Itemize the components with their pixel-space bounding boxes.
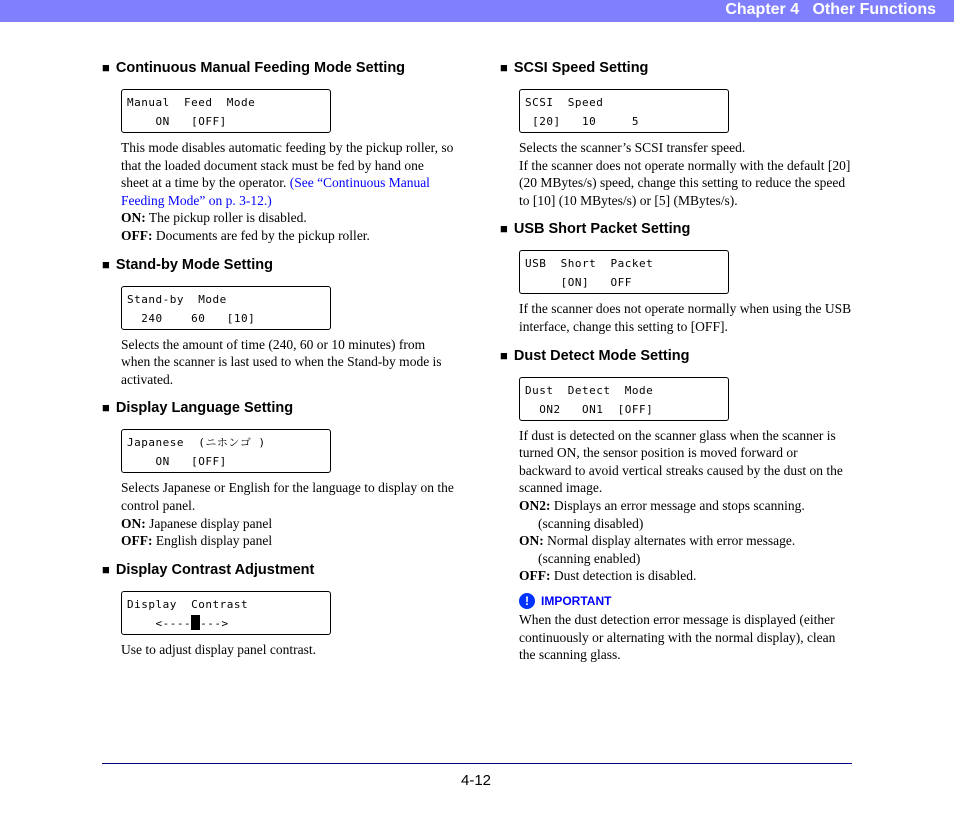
lcd-line: ON2 ON1 [OFF] <box>525 402 654 416</box>
section-heading: ■ Stand-by Mode Setting <box>102 256 273 273</box>
usb-section <box>500 219 852 335</box>
option-label: OFF: <box>519 568 551 584</box>
section-body <box>519 139 852 209</box>
option-note: (scanning disabled) <box>538 515 644 531</box>
square-bullet-icon: ■ <box>500 221 508 237</box>
lcd-line: Japanese (ニホンゴ ) <box>127 436 266 450</box>
lcd-line: Dust Detect Mode <box>525 383 654 397</box>
option-label: ON2: <box>519 497 551 513</box>
option-label: OFF: <box>121 227 153 243</box>
contrast-cursor-block <box>191 615 200 630</box>
scsi-section <box>500 58 852 209</box>
section-heading: ■ Dust Detect Mode Setting <box>500 347 690 364</box>
contrast-section <box>102 560 454 659</box>
option-text: Japanese display panel <box>145 515 273 531</box>
page-number: 4-12 <box>461 772 492 789</box>
section-body <box>519 427 852 585</box>
body-paragraph: Selects the amount of time (240, 60 or 10 minutes) from when the scanner is last used to when the Stand-by mode is activated. <box>121 336 442 387</box>
section-body <box>121 139 454 245</box>
body-paragraph: If dust is detected on the scanner glass when the scanner is turned ON, the sensor position is moved forward or backward to avoid vertical streaks caused by the dust on the scanned image. <box>519 427 843 496</box>
lcd-display <box>121 286 331 330</box>
important-label: IMPORTANT <box>541 593 612 608</box>
lcd-display <box>519 89 729 133</box>
lcd-line: [ON] OFF <box>525 276 632 290</box>
option-text: Documents are fed by the pickup roller. <box>152 227 370 243</box>
right-column <box>500 58 852 674</box>
important-callout <box>519 591 852 611</box>
option-note: (scanning enabled) <box>538 550 641 566</box>
square-bullet-icon: ■ <box>102 256 110 272</box>
option-text: Displays an error message and stops scanning. <box>550 497 805 513</box>
body-paragraph: When the dust detection error message is displayed (either continuously or alternating with the normal display), clean the scanning glass. <box>519 611 836 663</box>
body-paragraph: Use to adjust display panel contrast. <box>121 641 316 657</box>
chapter-title: Chapter 4 Other Functions <box>725 1 936 18</box>
lcd-display <box>519 377 729 421</box>
lcd-line: ON [OFF] <box>127 115 227 128</box>
section-body <box>519 300 852 335</box>
section-heading: ■ USB Short Packet Setting <box>500 221 691 238</box>
lcd-display <box>519 250 729 294</box>
lcd-line: Stand-by Mode <box>127 292 227 306</box>
option-label: ON: <box>519 533 544 549</box>
lcd-line: <---- ---> <box>127 616 229 630</box>
chapter-header-bar <box>0 0 954 22</box>
section-body <box>121 336 454 389</box>
exclamation-icon: ! <box>519 593 535 609</box>
dust-section <box>500 346 852 664</box>
standby-section <box>102 255 454 389</box>
body-paragraph: This mode disables automatic feeding by the pickup roller, so that the loaded document stack must be fed by hand one sheet at a time by the operator. <box>121 140 454 191</box>
section-heading: ■ Continuous Manual Feeding Mode Setting <box>102 60 406 76</box>
square-bullet-icon: ■ <box>102 400 110 416</box>
language-section <box>102 398 454 549</box>
option-label: ON: <box>121 515 146 531</box>
continuous-feed-section <box>102 58 454 245</box>
important-body <box>519 611 852 664</box>
lcd-line: 240 60 [10] <box>127 311 256 325</box>
option-label: ON: <box>121 210 146 226</box>
option-label: OFF: <box>121 533 153 549</box>
lcd-display <box>121 89 331 133</box>
lcd-display <box>121 429 331 473</box>
square-bullet-icon: ■ <box>102 60 110 75</box>
lcd-line: [20] 10 5 <box>525 115 639 128</box>
square-bullet-icon: ■ <box>500 60 508 75</box>
lcd-line: SCSI Speed <box>525 96 604 109</box>
option-text: Dust detection is disabled. <box>550 568 697 584</box>
section-body <box>121 641 454 659</box>
body-paragraph: Selects the scanner’s SCSI transfer speed. <box>519 140 746 155</box>
section-heading: ■ SCSI Speed Setting <box>500 60 649 76</box>
section-heading: ■ Display Contrast Adjustment <box>102 561 315 578</box>
section-body <box>121 479 454 549</box>
left-column <box>102 58 454 668</box>
option-text: Normal display alternates with error message. <box>543 533 796 549</box>
square-bullet-icon: ■ <box>500 347 508 363</box>
lcd-line: Manual Feed Mode <box>127 96 256 109</box>
body-paragraph: If the scanner does not operate normally when using the USB interface, change this setting to [OFF]. <box>519 301 852 334</box>
option-text: English display panel <box>152 533 273 549</box>
lcd-line: Display Contrast <box>127 597 249 611</box>
section-heading: ■ Display Language Setting <box>102 400 294 417</box>
body-paragraph: If the scanner does not operate normally with the default [20] (20 MBytes/s) speed, change this setting to reduce the speed to [10] (10 MBytes/s) or [5] (MBytes/s). <box>519 157 851 208</box>
lcd-line: USB Short Packet <box>525 257 654 271</box>
cross-reference-link[interactable]: (See “Continuous Manual Feeding Mode” on p. 3-12.) <box>121 175 430 208</box>
footer-divider <box>102 763 852 764</box>
body-paragraph: Selects Japanese or English for the language to display on the control panel. <box>121 480 454 513</box>
option-text: The pickup roller is disabled. <box>145 210 307 226</box>
square-bullet-icon: ■ <box>102 561 110 577</box>
lcd-display <box>121 591 331 635</box>
lcd-line: ON [OFF] <box>127 455 227 469</box>
